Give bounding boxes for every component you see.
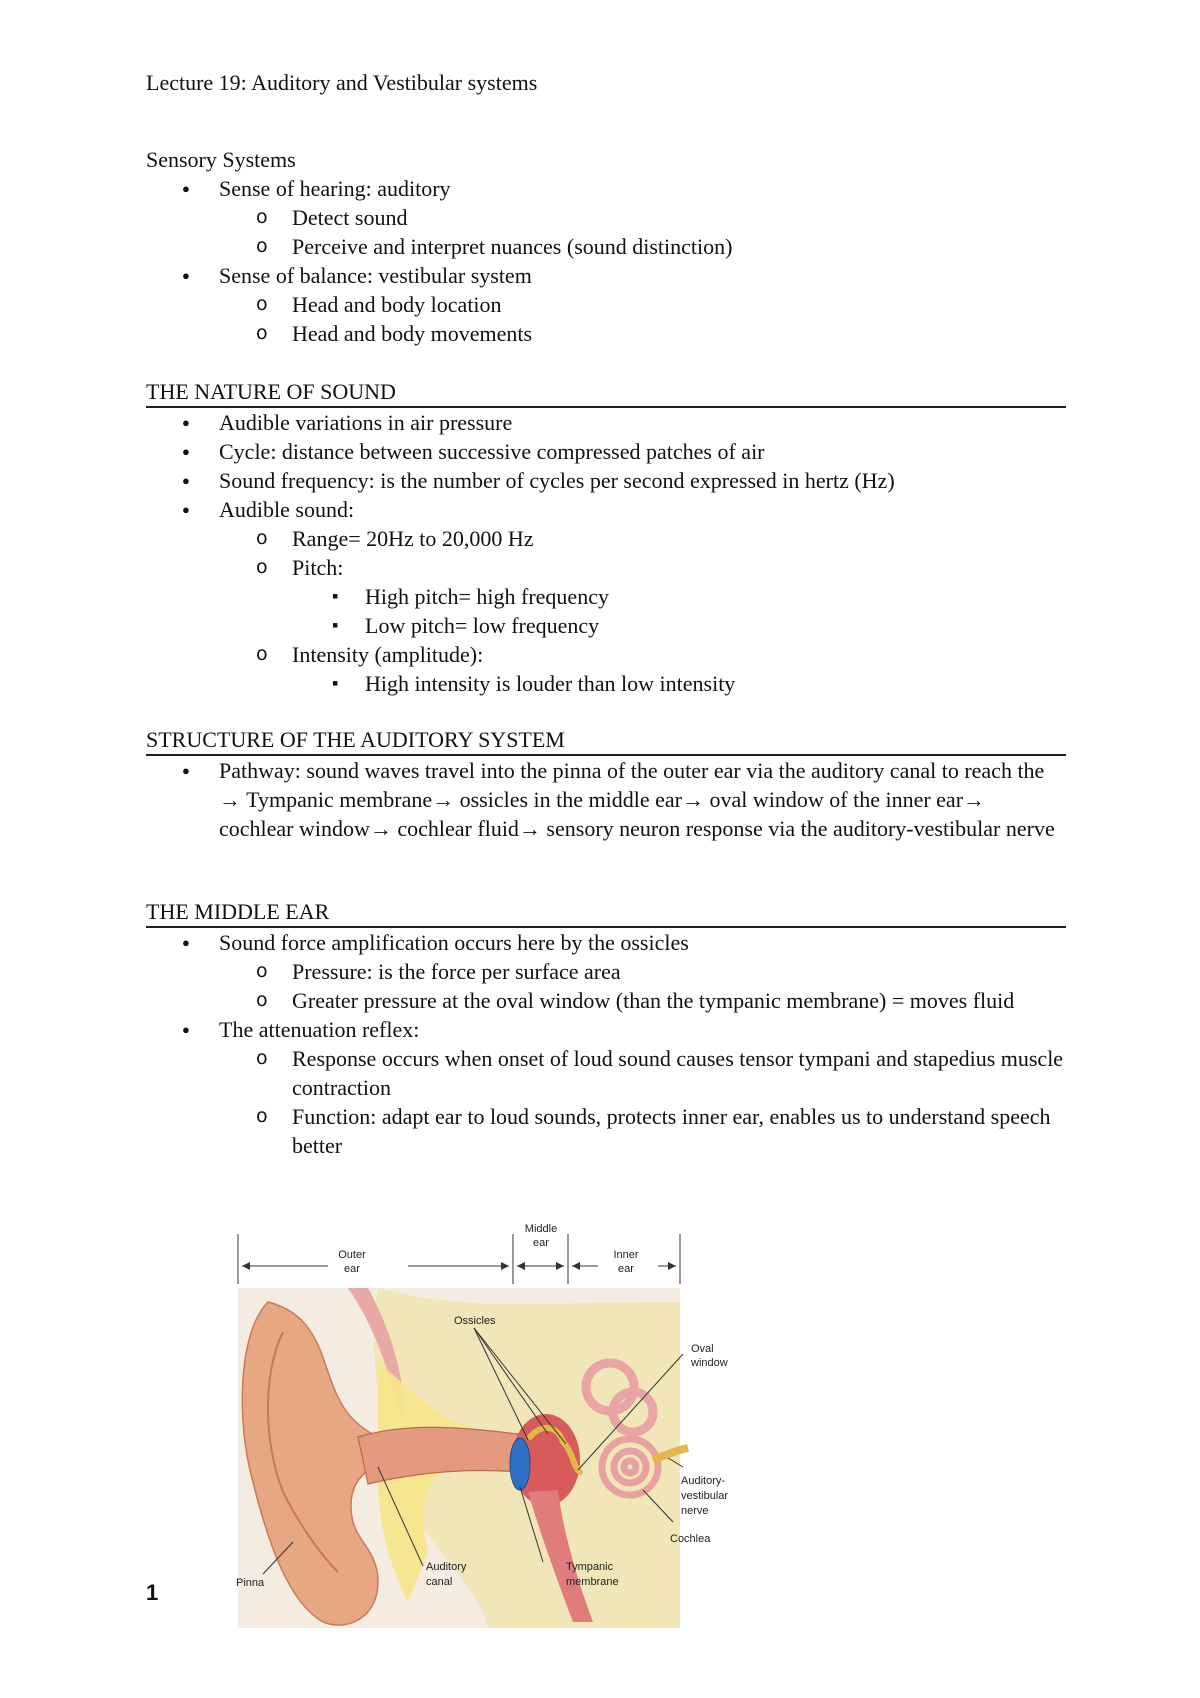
label-auditory-canal: canal [426, 1576, 453, 1588]
nature-of-sound-section [146, 378, 1066, 698]
list-item: ▪ Low pitch= low frequency [146, 611, 1066, 640]
sensory-list [146, 174, 1066, 348]
list-item: o Perceive and interpret nuances (sound distinction) [146, 232, 1066, 261]
label-auditory-vestibular-nerve: nerve [681, 1505, 709, 1517]
label-pinna: Pinna [236, 1577, 265, 1589]
list-item: ▪ High pitch= high frequency [146, 582, 1066, 611]
list-item: ▪ High intensity is louder than low intensity [146, 669, 1066, 698]
label-ossicles: Ossicles [454, 1315, 496, 1327]
middle-ear-heading: THE MIDDLE EAR [146, 898, 1066, 928]
list-item: o Head and body movements [146, 319, 1066, 348]
list-item: o Head and body location [146, 290, 1066, 319]
structure-section [146, 726, 1066, 843]
middle-ear-list [146, 928, 1066, 1160]
nature-list [146, 408, 1066, 698]
list-item: ● Sense of hearing: auditory [146, 174, 1066, 203]
sensory-systems-heading: Sensory Systems [146, 147, 296, 172]
list-item: ● Audible variations in air pressure [146, 408, 1066, 437]
list-item: ● Sound force amplification occurs here by the ossicles [146, 928, 1066, 957]
list-item: o Greater pressure at the oval window (than the tympanic membrane) = moves fluid [146, 986, 1066, 1015]
list-item: o Pressure: is the force per surface area [146, 957, 1066, 986]
label-inner-ear: ear [618, 1263, 634, 1275]
nature-of-sound-heading: THE NATURE OF SOUND [146, 378, 1066, 408]
ear-illustration [238, 1288, 688, 1628]
structure-list [146, 756, 1066, 843]
list-item: ● Cycle: distance between successive compressed patches of air [146, 437, 1066, 466]
label-middle-ear: Middle [524, 1223, 558, 1235]
ear-anatomy-figure [228, 1222, 748, 1642]
list-item: ● Sound frequency: is the number of cycles per second expressed in hertz (Hz) [146, 466, 1066, 495]
label-inner-ear: Inner [613, 1249, 639, 1261]
label-outer-ear: Outer [338, 1249, 366, 1261]
list-item: o Intensity (amplitude): [146, 640, 1066, 669]
page-number: 1 [146, 1580, 159, 1605]
middle-ear-section [146, 898, 1066, 1160]
lecture-title: Lecture 19: Auditory and Vestibular systems [146, 70, 538, 95]
label-oval-window: Oval [691, 1343, 714, 1355]
label-middle-ear: ear [533, 1237, 549, 1249]
label-auditory-canal: Auditory [426, 1561, 467, 1573]
list-item: o Function: adapt ear to loud sounds, protects inner ear, enables us to understand speech better [146, 1102, 1066, 1160]
list-item: o Detect sound [146, 203, 1066, 232]
label-tympanic-membrane: Tympanic [566, 1561, 614, 1573]
list-item: o Pitch: [146, 553, 1066, 582]
label-auditory-vestibular-nerve: vestibular [681, 1490, 729, 1502]
label-oval-window: window [691, 1357, 728, 1369]
label-cochlea: Cochlea [670, 1533, 711, 1545]
list-item: ● The attenuation reflex: [146, 1015, 1066, 1044]
pathway-item: ● Pathway: sound waves travel into the pinna of the outer ear via the auditory canal to reach the → Tympanic membrane→ ossicles in the middle ear→ oval window of the inner ear→ cochlear window→ cochlear fluid→ sensory neuron response via the auditory-vestibular nerve [146, 756, 1066, 843]
list-item: ● Sense of balance: vestibular system [146, 261, 1066, 290]
label-auditory-vestibular-nerve: Auditory- [681, 1475, 726, 1487]
list-item: o Response occurs when onset of loud sound causes tensor tympani and stapedius muscle contraction [146, 1044, 1066, 1102]
label-tympanic-membrane: membrane [566, 1576, 619, 1588]
label-outer-ear: ear [344, 1263, 360, 1275]
sensory-systems-section [146, 146, 1066, 348]
list-item: ● Audible sound: [146, 495, 1066, 524]
list-item: o Range= 20Hz to 20,000 Hz [146, 524, 1066, 553]
structure-heading: STRUCTURE OF THE AUDITORY SYSTEM [146, 726, 1066, 756]
